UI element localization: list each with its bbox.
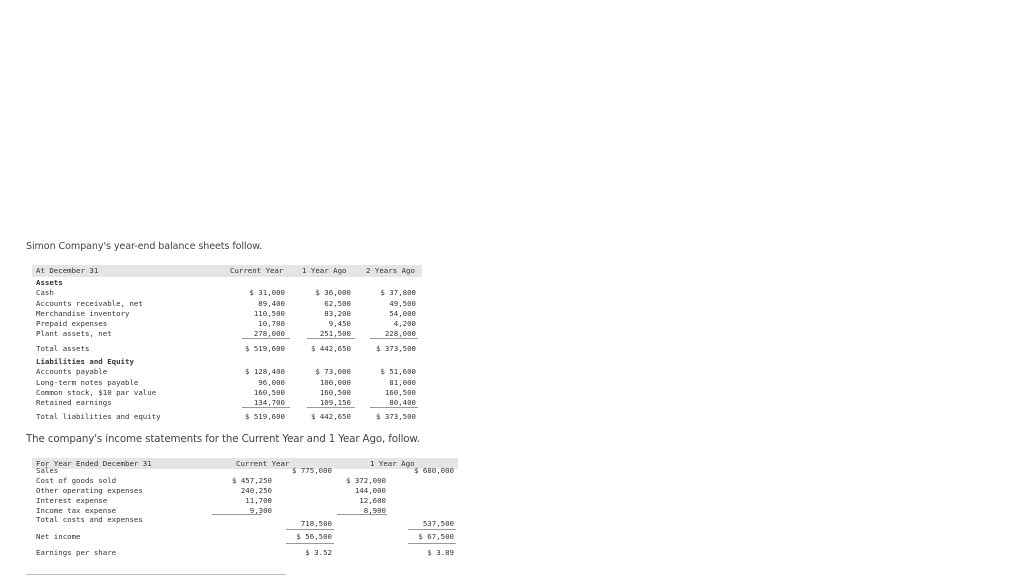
- header-1-year-ago: 1 Year Ago: [370, 459, 415, 468]
- row-label: Interest expense: [36, 496, 108, 505]
- balance-sheet-intro: Simon Company's year-end balance sheets follow.: [26, 241, 263, 252]
- 1-year-ago-value: 62,500: [324, 298, 351, 308]
- table-row: [32, 505, 458, 515]
- section-heading: [32, 356, 422, 366]
- 1-year-ago-value: $ 3.89: [427, 548, 454, 557]
- 1-year-ago-value: 12,600: [359, 496, 386, 505]
- current-year-value: 110,500: [253, 308, 285, 318]
- balance-sheet-table: [32, 265, 422, 421]
- current-year-value: 9,300: [249, 506, 272, 515]
- 1-year-ago-value: $ 442,650: [310, 343, 351, 353]
- current-year-value: 160,500: [253, 387, 285, 397]
- row-label: Accounts payable: [36, 367, 108, 377]
- 2-years-ago-value: 81,000: [389, 377, 416, 387]
- 2-years-ago-value: 49,500: [389, 298, 416, 308]
- assets-heading: Assets: [36, 278, 63, 287]
- current-year-value: $ 56,500: [296, 532, 332, 541]
- 1-year-ago-value: 160,500: [319, 387, 351, 397]
- row-label: Plant assets, net: [36, 329, 112, 339]
- current-year-value: $ 457,250: [231, 476, 272, 485]
- row-label: Prepaid expenses: [36, 319, 108, 329]
- 1-year-ago-value: 83,200: [324, 308, 351, 318]
- 2-years-ago-value: 80,400: [389, 398, 416, 408]
- 1-year-ago-value: 100,000: [319, 377, 351, 387]
- table-row: [32, 387, 422, 397]
- 1-year-ago-value: $ 372,000: [345, 476, 386, 485]
- current-year-value: 240,250: [240, 486, 272, 495]
- 1-year-ago-value: 9,450: [328, 319, 351, 329]
- 2-years-ago-value: 160,500: [384, 387, 416, 397]
- 1-year-ago-value: 8,900: [363, 506, 386, 515]
- liabilities-heading: Liabilities and Equity: [36, 357, 134, 367]
- net-income-row: [32, 529, 458, 543]
- row-label: Long-term notes payable: [36, 377, 139, 387]
- 1-year-ago-value: $ 680,000: [413, 466, 454, 475]
- row-label: Retained earnings: [36, 398, 112, 408]
- table-row: [32, 495, 458, 505]
- 1-year-ago-value: 251,500: [319, 329, 351, 339]
- 2-years-ago-value: $ 37,800: [380, 288, 416, 298]
- current-year-value: $ 31,000: [249, 288, 285, 298]
- row-label: Earnings per share: [36, 548, 117, 557]
- row-label: Total liabilities and equity: [36, 411, 161, 421]
- 1-year-ago-value: $ 36,000: [315, 288, 351, 298]
- table-row: [32, 475, 458, 485]
- header-label: At December 31: [36, 266, 99, 275]
- 1-year-ago-value: $ 73,000: [315, 367, 351, 377]
- 2-years-ago-value: 4,200: [393, 319, 416, 329]
- current-year-value: 134,700: [253, 398, 285, 408]
- 1-year-ago-value: 144,000: [354, 486, 386, 495]
- sales-row: [32, 465, 458, 475]
- current-year-value: $ 519,600: [244, 343, 285, 353]
- row-label: Net income: [36, 532, 81, 541]
- row-label: Cash: [36, 288, 54, 298]
- 2-years-ago-value: 54,000: [389, 308, 416, 318]
- row-label: Merchandise inventory: [36, 308, 130, 318]
- row-label: Common stock, $10 par value: [36, 387, 157, 397]
- 1-year-ago-value: $ 67,500: [418, 532, 454, 541]
- table-row: [32, 308, 422, 318]
- total-row: [32, 411, 422, 421]
- row-label: Total costs and expenses: [36, 515, 143, 524]
- table-row: [32, 318, 422, 328]
- current-year-value: $ 128,400: [244, 367, 285, 377]
- 2-years-ago-value: $ 51,600: [380, 367, 416, 377]
- header-2-years-ago: 2 Years Ago: [366, 266, 415, 275]
- table-row: [32, 377, 422, 387]
- table-row: [32, 328, 422, 338]
- total-row: [32, 343, 422, 353]
- current-year-value: 89,400: [258, 298, 285, 308]
- current-year-value: 11,700: [245, 496, 272, 505]
- income-statement-table: [32, 458, 458, 557]
- table-row: [32, 397, 422, 407]
- row-label: Income tax expense: [36, 506, 117, 515]
- current-year-value: $ 3.52: [305, 548, 332, 557]
- 1-year-ago-value: 109,150: [319, 398, 351, 408]
- row-label: Sales: [36, 466, 59, 475]
- section-heading: [32, 277, 422, 287]
- header-current-year: Current Year: [230, 266, 284, 275]
- 2-years-ago-value: $ 373,500: [375, 411, 416, 421]
- 1-year-ago-value: $ 442,650: [310, 411, 351, 421]
- header-current-year: Current Year: [236, 459, 290, 468]
- current-year-value: $ 519,600: [244, 411, 285, 421]
- 2-years-ago-value: $ 373,500: [375, 343, 416, 353]
- row-label: Other operating expenses: [36, 486, 143, 495]
- 1-year-ago-value: 537,500: [422, 519, 454, 528]
- table-header: [32, 265, 422, 277]
- 2-years-ago-value: 228,000: [384, 329, 416, 339]
- header-1-year-ago: 1 Year Ago: [302, 266, 347, 275]
- current-year-value: 96,000: [258, 377, 285, 387]
- current-year-value: 10,700: [258, 319, 285, 329]
- eps-row: [32, 543, 458, 557]
- current-year-value: $ 775,000: [291, 466, 332, 475]
- header-label: For Year Ended December 31: [36, 459, 152, 468]
- table-row: [32, 287, 422, 297]
- table-row: [32, 298, 422, 308]
- total-row: [32, 515, 458, 529]
- row-label: Total assets: [36, 343, 90, 353]
- current-year-value: 718,500: [300, 519, 332, 528]
- table-row: [32, 485, 458, 495]
- row-label: Cost of goods sold: [36, 476, 117, 485]
- table-row: [32, 366, 422, 376]
- current-year-value: 278,000: [253, 329, 285, 339]
- income-statement-intro: The company's income statements for the Current Year and 1 Year Ago, follow.: [26, 433, 420, 445]
- row-label: Accounts receivable, net: [36, 298, 143, 308]
